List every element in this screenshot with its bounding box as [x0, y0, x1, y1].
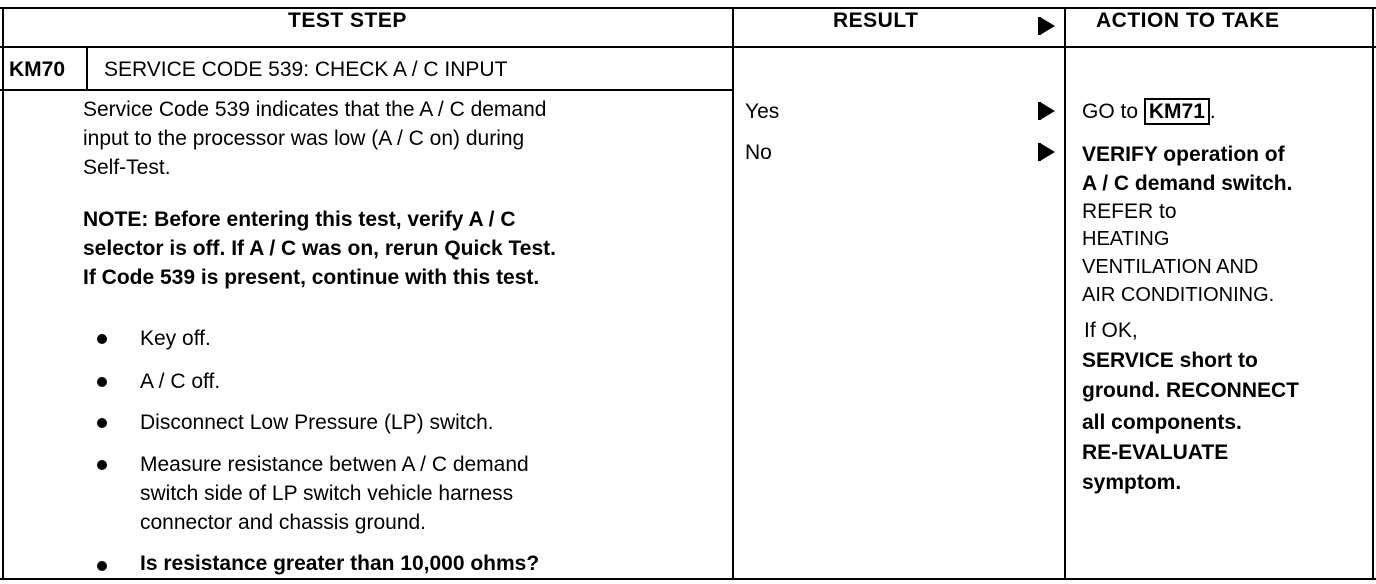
action-yes-ref[interactable]: KM71 [1144, 98, 1210, 125]
frame-col-action [1064, 7, 1066, 580]
action-no-line: HEATING [1082, 228, 1170, 250]
action-yes-suffix: . [1209, 100, 1216, 123]
bullet-text: Is resistance greater than 10,000 ohms? [140, 552, 540, 575]
action-no-line: RE-EVALUATE [1082, 441, 1229, 464]
bullet-dot-icon [97, 561, 107, 571]
step-description-line: Self-Test. [83, 156, 171, 179]
action-no-line: SERVICE short to [1082, 349, 1258, 372]
frame-col-result [732, 7, 734, 580]
action-yes-prefix: GO to [1082, 100, 1139, 123]
step-code: KM70 [9, 58, 66, 81]
bullet-dot-icon [97, 377, 107, 387]
header-test-step: TEST STEP [288, 9, 407, 32]
header-result: RESULT [833, 9, 919, 32]
bullet-text: connector and chassis ground. [140, 511, 427, 534]
header-arrow-icon [1040, 17, 1055, 35]
result-yes-arrow-icon [1040, 102, 1055, 120]
bullet-dot-icon [97, 460, 107, 470]
action-no-line: VERIFY operation of [1082, 143, 1285, 166]
action-no-line: VENTILATION AND [1082, 256, 1259, 278]
frame-step-title-bottom [0, 89, 733, 91]
bullet-text: switch side of LP switch vehicle harness [140, 482, 514, 505]
result-no: No [745, 141, 772, 164]
step-note-line: NOTE: Before entering this test, verify A / C [83, 208, 516, 231]
action-no-line: ground. RECONNECT [1082, 379, 1299, 402]
result-no-arrow-icon [1040, 143, 1055, 161]
bullet-text: Key off. [140, 327, 211, 350]
action-no-line: all components. [1082, 411, 1242, 434]
action-no-line: REFER to [1082, 200, 1177, 223]
bullet-text: A / C off. [140, 370, 221, 393]
bullet-text: Disconnect Low Pressure (LP) switch. [140, 411, 494, 434]
action-no-line: A / C demand switch. [1082, 172, 1293, 195]
bullet-text: Measure resistance betwen A / C demand [140, 453, 529, 476]
bullet-dot-icon [97, 418, 107, 428]
result-yes: Yes [745, 100, 780, 123]
step-title: SERVICE CODE 539: CHECK A / C INPUT [104, 58, 508, 81]
step-note-line: selector is off. If A / C was on, rerun Quick Test. [83, 237, 556, 260]
action-no-line: symptom. [1082, 471, 1182, 494]
bullet-dot-icon [97, 334, 107, 344]
step-note-line: If Code 539 is present, continue with this test. [83, 266, 540, 289]
header-action: ACTION TO TAKE [1096, 9, 1280, 32]
step-description-line: Service Code 539 indicates that the A / C demand [83, 98, 547, 121]
action-no-line: AIR CONDITIONING. [1082, 284, 1275, 306]
action-yes [1082, 97, 1216, 126]
step-description-line: input to the processor was low (A / C on) during [83, 127, 525, 150]
frame-right [1372, 7, 1374, 580]
frame-header-bottom [0, 46, 1376, 48]
frame-left [2, 7, 4, 580]
frame-code-divider [86, 48, 88, 90]
action-no-line: If OK, [1084, 319, 1138, 342]
frame-bottom [0, 578, 1376, 580]
